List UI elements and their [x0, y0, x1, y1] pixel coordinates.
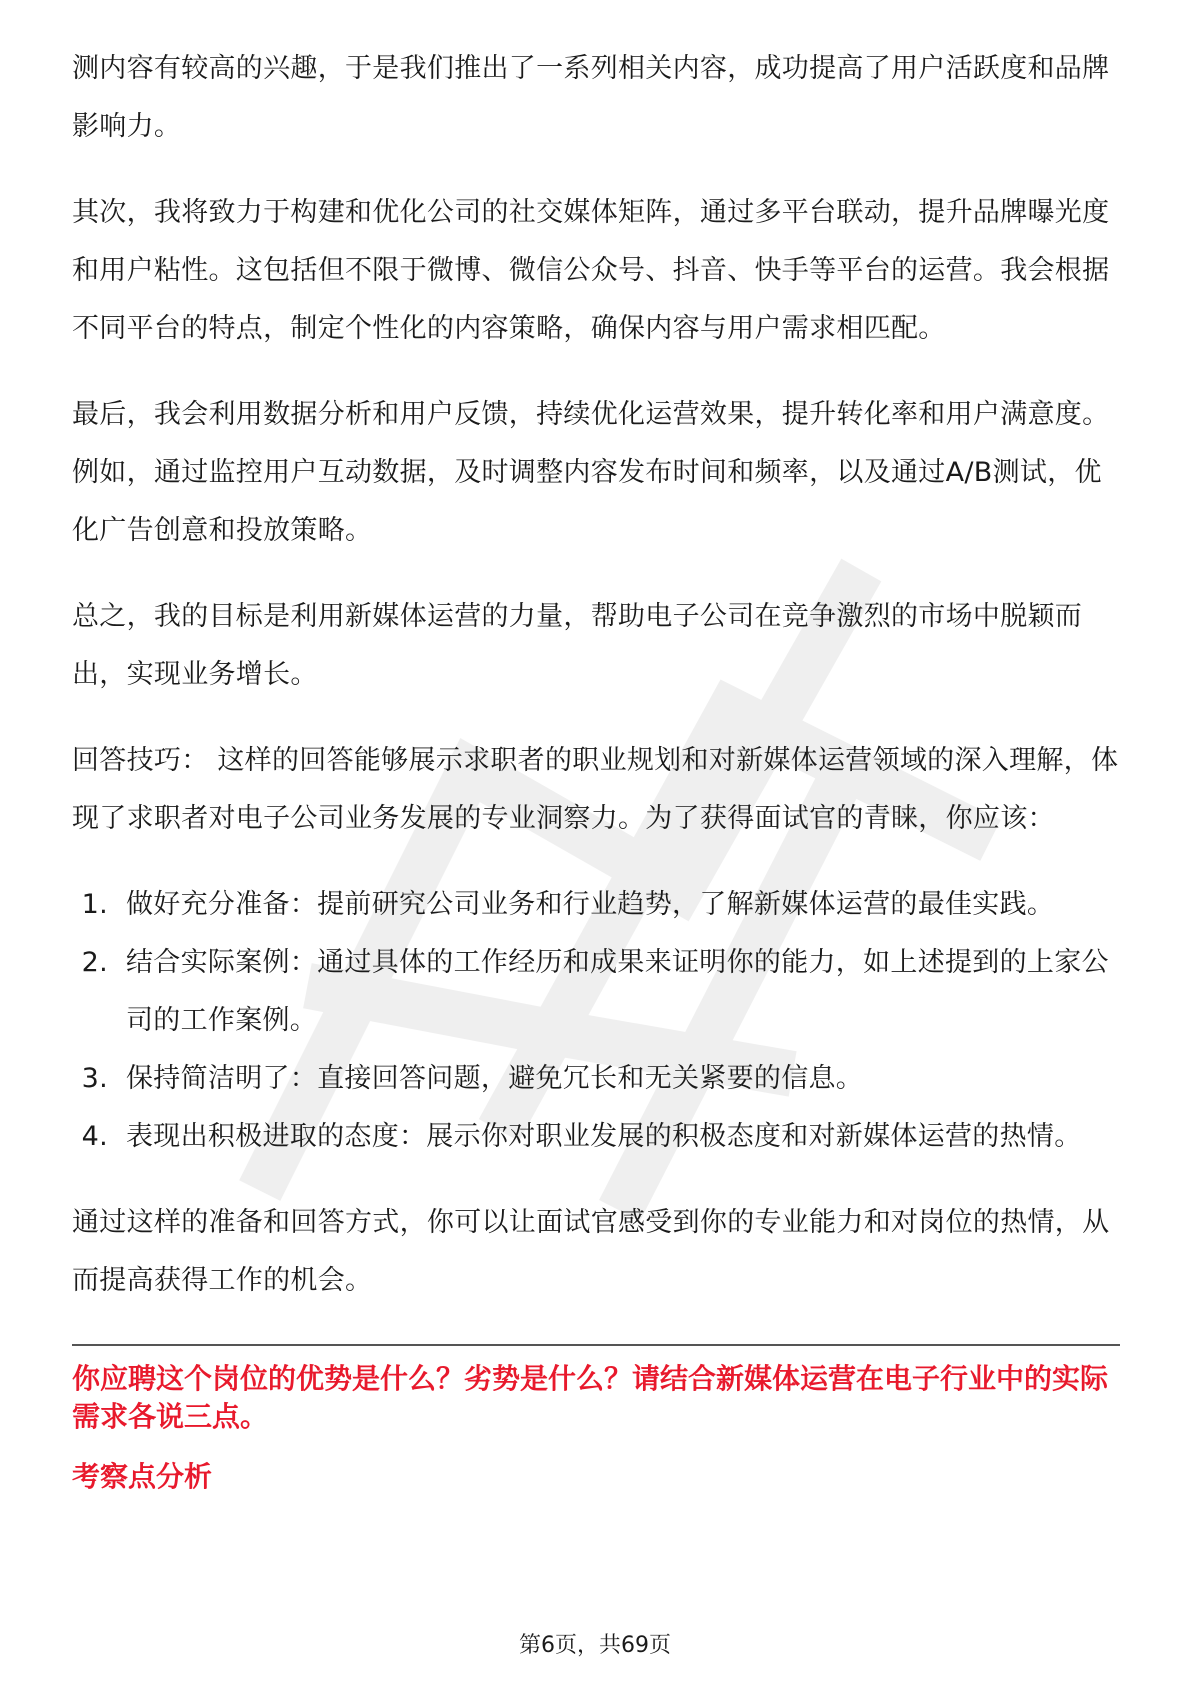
- list-number: 2.: [81, 947, 108, 978]
- next-question-heading: 你应聘这个岗位的优势是什么？劣势是什么？请结合新媒体运营在电子行业中的实际需求各说三点。: [72, 1362, 1109, 1433]
- paragraph-summary: 总之，我的目标是利用新媒体运营的力量，帮助电子公司在竞争激烈的市场中脱颖而出，实现业务增长。: [72, 601, 1083, 690]
- paragraph-answer-tips: 回答技巧： 这样的回答能够展示求职者的职业规划和对新媒体运营领域的深入理解，体现了求职者对电子公司业务发展的专业洞察力。为了获得面试官的青睐，你应该：: [72, 745, 1119, 834]
- paragraph-conclusion: 通过这样的准备和回答方式，你可以让面试官感受到你的专业能力和对岗位的热情，从而提高获得工作的机会。: [72, 1207, 1110, 1296]
- list-number: 3.: [81, 1063, 108, 1094]
- list-number: 1.: [81, 889, 108, 920]
- section-title: 考察点分析: [72, 1460, 213, 1493]
- list-text: 保持简洁明了：直接回答问题，避免冗长和无关紧要的信息。: [126, 1063, 864, 1094]
- list-item: [72, 876, 1120, 934]
- list-number: 4.: [81, 1121, 108, 1152]
- page-footer: 第6页，共69页: [519, 1633, 671, 1658]
- paragraph-continuation: 测内容有较高的兴趣，于是我们推出了一系列相关内容，成功提高了用户活跃度和品牌影响力。: [72, 53, 1110, 142]
- paragraph-data-analysis: 最后，我会利用数据分析和用户反馈，持续优化运营效果，提升转化率和用户满意度。例如，通过监控用户互动数据，及时调整内容发布时间和频率，以及通过A/B测试，优化广告创意和投放策略。: [72, 399, 1110, 546]
- list-item: [72, 1108, 1120, 1166]
- list-text: 表现出积极进取的态度：展示你对职业发展的积极态度和对新媒体运营的热情。: [126, 1121, 1082, 1152]
- section-divider: [72, 1344, 1120, 1346]
- list-item: [72, 934, 1120, 1050]
- paragraph-social-matrix: 其次，我将致力于构建和优化公司的社交媒体矩阵，通过多平台联动，提升品牌曝光度和用户粘性。这包括但不限于微博、微信公众号、抖音、快手等平台的运营。我会根据不同平台的特点，制定个性化的内容策略，确保内容与用户需求相匹配。: [72, 197, 1110, 344]
- document-page: [72, 40, 1120, 1496]
- list-item: [72, 1050, 1120, 1108]
- list-text: 结合实际案例：通过具体的工作经历和成果来证明你的能力，如上述提到的上家公司的工作案例。: [126, 947, 1109, 1036]
- list-text: 做好充分准备：提前研究公司业务和行业趋势，了解新媒体运营的最佳实践。: [126, 889, 1055, 920]
- tips-list: [72, 876, 1120, 1166]
